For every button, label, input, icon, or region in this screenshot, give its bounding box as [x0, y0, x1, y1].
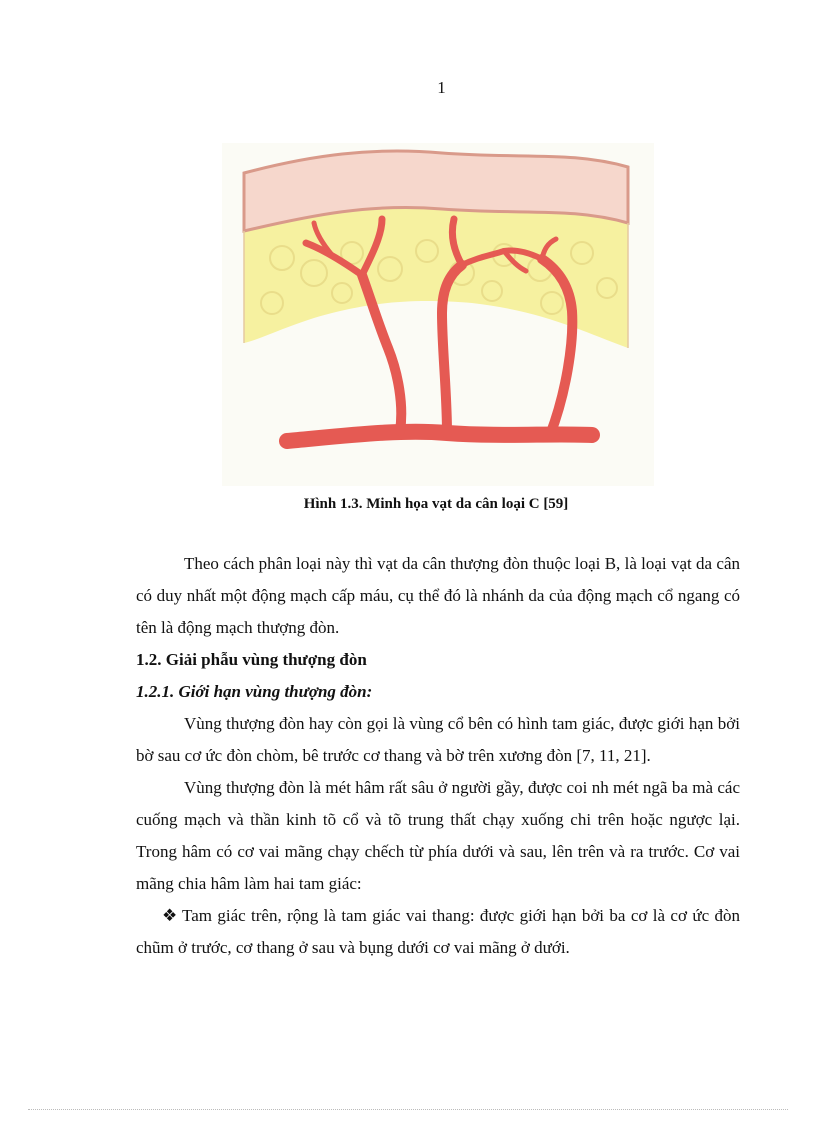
page-number: 1 [437, 78, 446, 97]
footer-rule [28, 1109, 788, 1110]
bullet-text: Tam giác trên, rộng là tam giác vai thang: được giới hạn bởi ba cơ là cơ ức đòn chũm ở trước, cơ thang ở sau và bụng dưới cơ vai mãng ở dưới. [136, 906, 740, 957]
bullet-upper-triangle [136, 900, 740, 964]
skin-flap-illustration [222, 143, 654, 486]
paragraph-region-boundaries: Vùng thượng đòn hay còn gọi là vùng cổ bên có hình tam giác, được giới hạn bởi bờ sau cơ ức đòn chòm, bê trước cơ thang và bờ trên xương đòn [7, 11, 21]. [136, 714, 740, 765]
subsection-heading-boundaries: 1.2.1. Giới hạn vùng thượng đòn: [136, 682, 373, 701]
section-heading-anatomy: 1.2. Giải phẫu vùng thượng đòn [136, 650, 367, 669]
paragraph-region-description: Vùng thượng đòn là mét hâm rất sâu ở người gầy, được coi nh mét ngã ba mà các cuống mạch và thần kinh tõ cổ và tõ trung thất chạy xuống chi trên hoặc ngược lại. Trong hâm có cơ vai mãng chạy chếch từ phía dưới và sau, lên trên và ra trước. Cơ vai mãng chia hâm làm hai tam giác: [136, 778, 740, 893]
body-text [136, 548, 740, 964]
diamond-bullet-icon: ❖ [162, 906, 178, 925]
figure-caption: Hình 1.3. Minh họa vạt da cân loại C [59] [303, 496, 569, 512]
paragraph-flap-classification: Theo cách phân loại này thì vạt da cân thượng đòn thuộc loại B, là loại vạt da cân có duy nhất một động mạch cấp máu, cụ thể đó là nhánh da của động mạch cổ ngang có tên là động mạch thượng đòn. [136, 554, 740, 637]
